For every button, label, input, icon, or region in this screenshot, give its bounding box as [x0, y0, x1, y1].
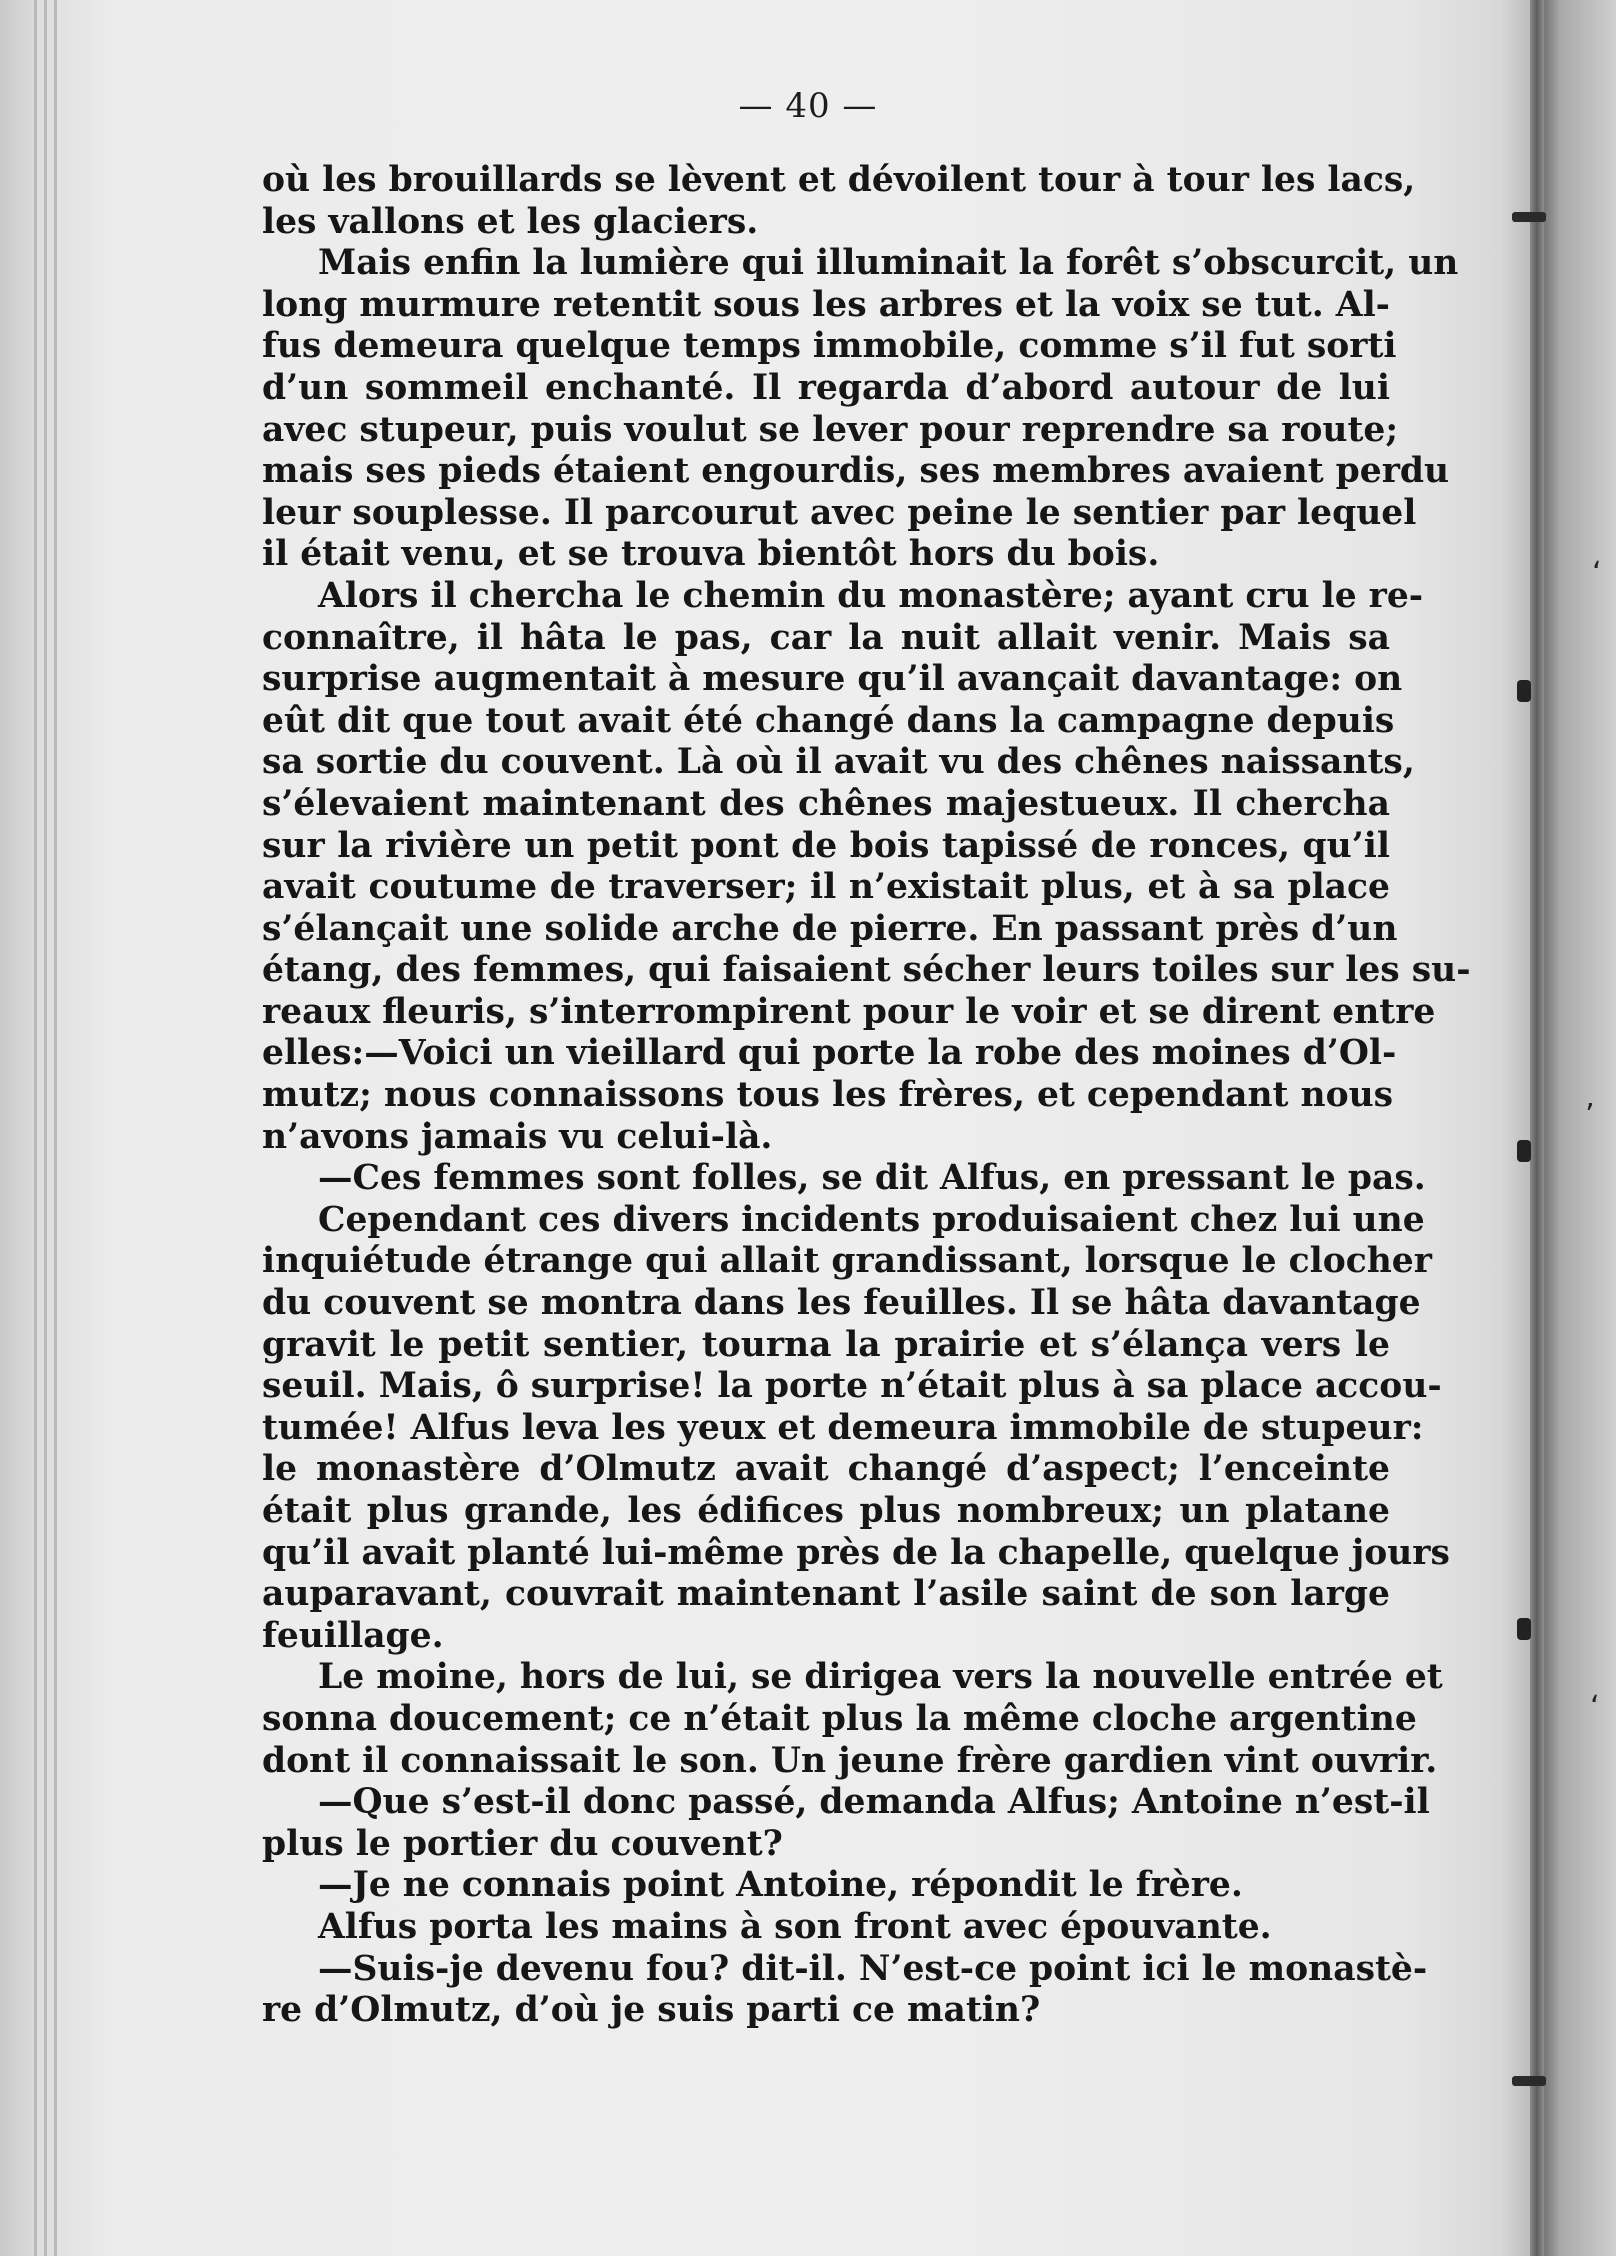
text-line: —Que s’est-il donc passé, demanda Alfus; Antoine n’est-il [318, 1782, 1430, 1823]
text-line: dont il connaissait le son. Un jeune frère gardien vint ouvrir. [262, 1740, 1438, 1781]
text-line: n’avons jamais vu celui-là. [262, 1116, 773, 1157]
text-line: Alors il chercha le chemin du monastère; ayant cru le re- [318, 575, 1424, 616]
text-line: sa sortie du couvent. Là où il avait vu des chênes naissants, [262, 742, 1415, 783]
page-edge-line [54, 0, 57, 2256]
text-line: le monastère d’Olmutz avait changé d’aspect; l’enceinte [262, 1449, 1390, 1490]
text-line: plus le portier du couvent? [262, 1823, 783, 1864]
text-line: mais ses pieds étaient engourdis, ses membres avaient perdu [262, 451, 1450, 492]
text-line: étang, des femmes, qui faisaient sécher leurs toiles sur les su- [262, 950, 1471, 991]
text-line: sonna doucement; ce n’était plus la même cloche argentine [262, 1698, 1417, 1739]
text-line: —Suis-je devenu fou? dit-il. N’est-ce point ici le monastè- [318, 1948, 1428, 1989]
text-line: auparavant, couvrait maintenant l’asile saint de son large [262, 1574, 1390, 1615]
binding-thread-mark [1517, 680, 1531, 702]
text-line: du couvent se montra dans les feuilles. Il se hâta davantage [262, 1283, 1421, 1324]
text-line: sur la rivière un petit pont de bois tapissé de ronces, qu’il [262, 825, 1390, 866]
text-line: elles:—Voici un vieillard qui porte la robe des moines d’Ol- [262, 1033, 1397, 1074]
text-line: reaux fleuris, s’interrompirent pour le voir et se dirent entre [262, 991, 1436, 1032]
book-gutter [1530, 0, 1544, 2256]
text-line: inquiétude étrange qui allait grandissant, lorsque le clocher [262, 1241, 1432, 1282]
text-line: surprise augmentait à mesure qu’il avançait davantage: on [262, 659, 1403, 700]
text-line: s’élançait une solide arche de pierre. En passant près d’un [262, 908, 1398, 949]
text-line: feuillage. [262, 1615, 444, 1656]
binding-thread-mark [1517, 1618, 1531, 1640]
text-line: les vallons et les glaciers. [262, 201, 759, 242]
text-line: Alfus porta les mains à son front avec épouvante. [318, 1906, 1272, 1947]
binding-thread-mark [1517, 1140, 1531, 1162]
text-line: fus demeura quelque temps immobile, comme s’il fut sorti [262, 326, 1397, 367]
text-line: long murmure retentit sous les arbres et la voix se tut. Al- [262, 284, 1390, 325]
page-edge-line [34, 0, 37, 2256]
text-line: mutz; nous connaissons tous les frères, et cependant nous [262, 1075, 1394, 1116]
text-line: re d’Olmutz, d’où je suis parti ce matin? [262, 1990, 1041, 2031]
text-line: tumée! Alfus leva les yeux et demeura immobile de stupeur: [262, 1407, 1424, 1448]
scan-speck-mark: ʻ [1592, 556, 1602, 591]
scan-speck-mark: ʼ [1585, 1098, 1595, 1133]
text-line: —Ces femmes sont folles, se dit Alfus, en pressant le pas. [318, 1158, 1426, 1199]
binding-thread-mark [1512, 212, 1546, 222]
scan-speck-mark: ʻ [1590, 1690, 1600, 1725]
page-edge-line [44, 0, 47, 2256]
text-line: où les brouillards se lèvent et dévoilent tour à tour les lacs, [262, 160, 1416, 200]
text-line: s’élevaient maintenant des chênes majestueux. Il chercha [262, 783, 1390, 824]
text-line: eût dit que tout avait été changé dans la campagne depuis [262, 700, 1395, 741]
text-line: était plus grande, les édifices plus nombreux; un platane [262, 1491, 1390, 1531]
text-line: connaître, il hâta le pas, car la nuit allait venir. Mais sa [262, 617, 1390, 658]
text-line: gravit le petit sentier, tourna la prairie et s’élança vers le [262, 1324, 1390, 1365]
text-line: Mais enfin la lumière qui illuminait la forêt s’obscurcit, un [318, 243, 1459, 284]
text-line: il était venu, et se trouva bientôt hors du bois. [262, 534, 1160, 575]
text-line: Cependant ces divers incidents produisaient chez lui une [318, 1199, 1425, 1240]
text-line: d’un sommeil enchanté. Il regarda d’abord autour de lui [262, 367, 1390, 408]
text-line: seuil. Mais, ô surprise! la porte n’était plus à sa place accou- [262, 1366, 1442, 1407]
text-line: —Je ne connais point Antoine, répondit le frère. [318, 1865, 1243, 1906]
text-line: qu’il avait planté lui-même près de la chapelle, quelque jours [262, 1532, 1450, 1573]
page-number: — 40 — [738, 86, 878, 126]
text-line: Le moine, hors de lui, se dirigea vers la nouvelle entrée et [318, 1657, 1443, 1698]
text-line: leur souplesse. Il parcourut avec peine le sentier par lequel [262, 492, 1417, 533]
text-line: avec stupeur, puis voulut se lever pour reprendre sa route; [262, 409, 1399, 450]
body-text [262, 160, 1471, 2032]
binding-thread-mark [1512, 2076, 1546, 2086]
text-line: avait coutume de traverser; il n’existait plus, et à sa place [262, 867, 1390, 908]
